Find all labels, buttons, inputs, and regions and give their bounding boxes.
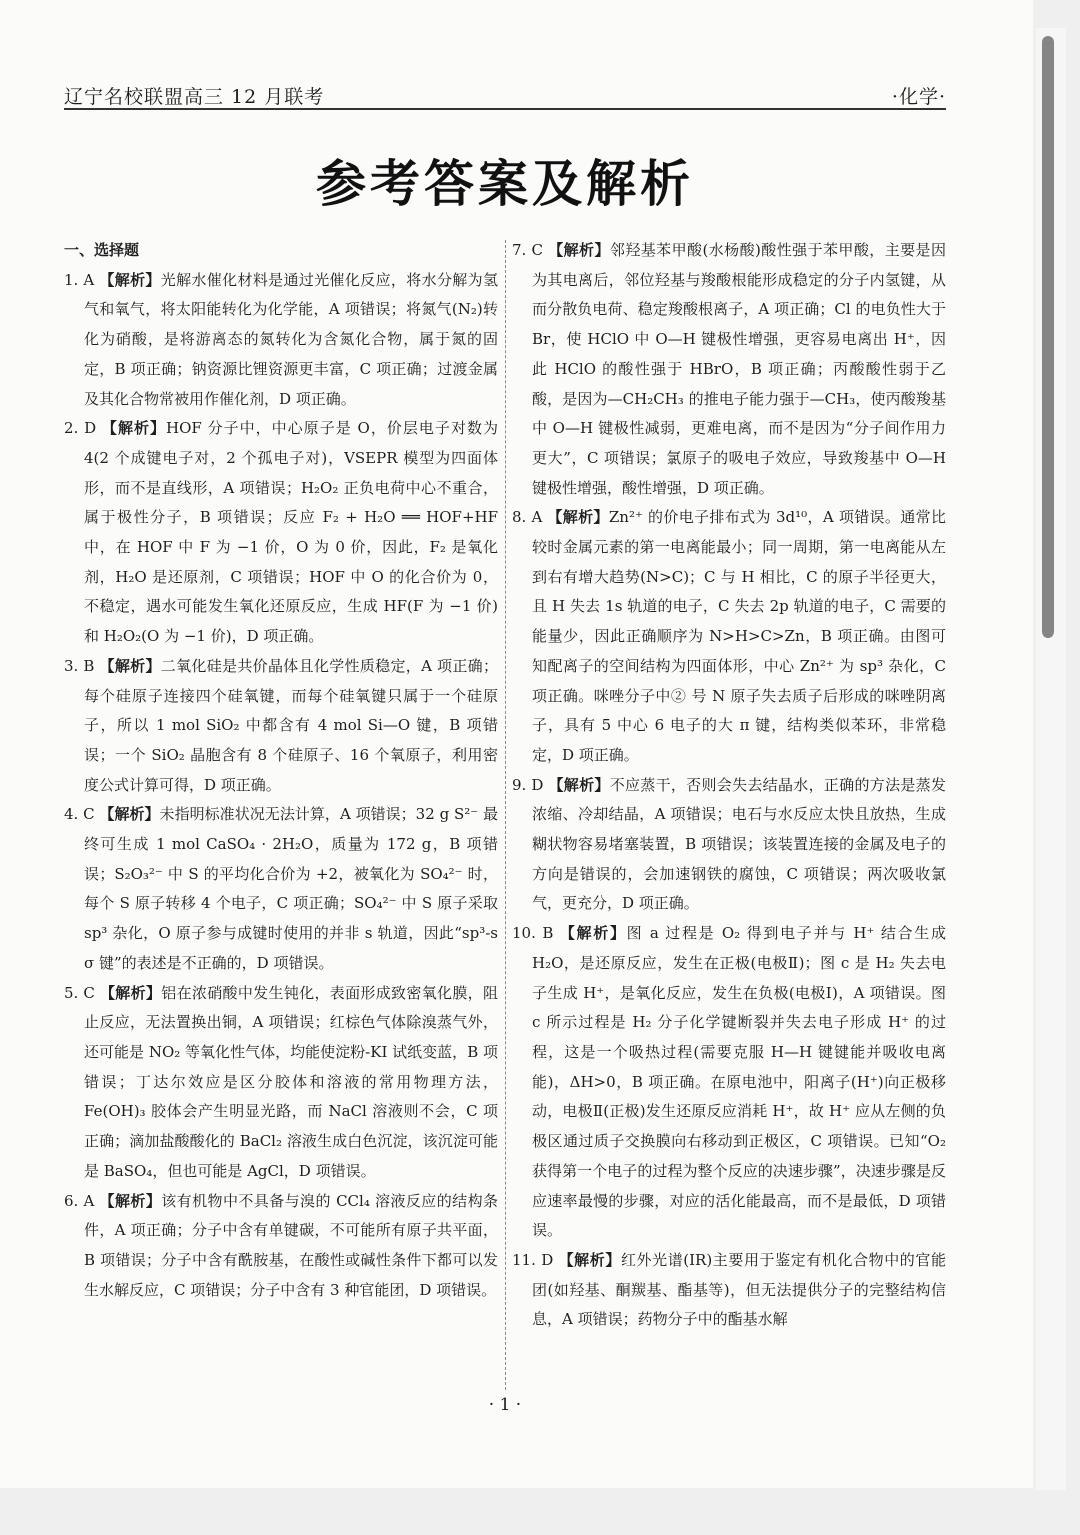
page-number: · 1 · xyxy=(488,1395,522,1415)
page-title: 参考答案及解析 xyxy=(316,155,694,213)
answer-item-4: 4. C 【解析】未指明标准状况无法计算，A 项错误；32 g S²⁻ 最终可生成 1 mol CaSO₄ · 2H₂O，质量为 172 g，B 项错误；S₂O₃²⁻ 中 S 的平均化合价为 +2，被氧化为 SO₄²⁻ 时，每个 S 原子转移 4 个电子，C 项正确；SO₄²⁻ 中 S 原子采取 sp³ 杂化，O 原子参与成键时使用的并非 s 轨道，因此“sp³-s σ 键”的表述是不正确的，D 项错误。 xyxy=(64,805,498,972)
section-heading: 一、选择题 xyxy=(64,241,140,259)
answer-item-6: 6. A 【解析】该有机物中不具备与溴的 CCl₄ 溶液反应的结构条件，A 项正确；分子中含有单键碳，不可能所有原子共平面，B 项错误；分子中含有酰胺基，在酸性或碱性条件下都可以发生水解反应，C 项错误；分子中含有 3 种官能团，D 项错误。 xyxy=(64,1191,498,1299)
answer-item-7: 7. C 【解析】邻羟基苯甲酸(水杨酸)酸性强于苯甲酸，主要是因为其电离后，邻位羟基与羧酸根能形成稳定的分子内氢键，从而分散负电荷、稳定羧酸根离子，A 项正确；Cl 的电负性大于 Br，使 HClO 中 O—H 键极性增强，更容易电离出 H⁺，因此 HClO 的酸性强于 HBrO，B 项正确；丙酸酸性弱于乙酸，是因为—CH₂CH₃ 的推电子能力强于—CH₃，使丙酸羧基中 O—H 键极性减弱，更难电离，而不是因为“分子间作用力更大”，C 项错误；氯原子的吸电子效应，导致羧基中 O—H 键极性增强，酸性增强，D 项正确。 xyxy=(512,241,946,497)
subject-label: ·化学· xyxy=(891,86,946,108)
answer-item-3: 3. B 【解析】二氧化硅是共价晶体且化学性质稳定，A 项正确；每个硅原子连接四个硅氧键，而每个硅氧键只属于一个硅原子，所以 1 mol SiO₂ 中都含有 4 mol Si—O 键，B 项错误；一个 SiO₂ 晶胞含有 8 个硅原子、16 个氧原子，利用密度公式计算可得，D 项正确。 xyxy=(64,656,498,794)
column-divider xyxy=(505,240,506,1390)
answer-item-11: 11. D 【解析】红外光谱(IR)主要用于鉴定有机化合物中的官能团(如羟基、酮羰基、酯基等)，但无法提供分子的完整结构信息，A 项错误；药物分子中的酯基水解 xyxy=(512,1250,946,1329)
answer-item-2: 2. D 【解析】HOF 分子中，中心原子是 O，价层电子对数为 4(2 个成键电子对，2 个孤电子对)，VSEPR 模型为四面体形，而不是直线形，A 项错误；H₂O₂ 正负电荷中心不重合，属于极性分子，B 项错误；反应 F₂ + H₂O ══ HOF+HF 中，在 HOF 中 F 为 −1 价，O 为 0 价，因此，F₂ 是氧化剂，H₂O 是还原剂，C 项错误；HOF 中 O 的化合价为 0，不稳定，遇水可能发生氧化还原反应，生成 HF(F 为 −1 价)和 H₂O₂(O 为 −1 价)，D 项正确。 xyxy=(64,419,498,646)
scrollbar-thumb[interactable] xyxy=(1042,36,1054,638)
answer-item-1: 1. A 【解析】光解水催化材料是通过光催化反应，将水分解为氢气和氧气，将太阳能转化为化学能，A 项错误；将氮气(N₂)转化为硝酸，是将游离态的氮转化为含氮化合物，属于氮的固定，B 项正确；钠资源比锂资源更丰富，C 项正确；过渡金属及其化合物常被用作催化剂，D 项正确。 xyxy=(64,270,498,408)
answer-item-10: 10. B 【解析】图 a 过程是 O₂ 得到电子并与 H⁺ 结合生成 H₂O，是还原反应，发生在正极(电极Ⅱ)；图 c 是 H₂ 失去电子生成 H⁺，是氧化反应，发生在负极(电极Ⅰ)，A 项错误。图 c 所示过程是 H₂ 分子化学键断裂并失去电子形成 H⁺ 的过程，这是一个吸热过程(需要克服 H—H 键键能并吸收电离能)，ΔH>0，B 项正确。在原电池中，阳离子(H⁺)向正极移动，电极Ⅱ(正极)发生还原反应消耗 H⁺，故 H⁺ 应从左侧的负极区通过质子交换膜向右移动到正极区，C 项错误。已知“O₂ 获得第一个电子的过程为整个反应的决速步骤”，决速步骤是反应速率最慢的步骤，对应的活化能最高，而不是最低，D 项错误。 xyxy=(512,924,946,1240)
answer-item-9: 9. D 【解析】不应蒸干，否则会失去结晶水，正确的方法是蒸发浓缩、冷却结晶，A 项错误；电石与水反应太快且放热，生成糊状物容易堵塞装置，B 项错误；该装置连接的金属及电子的方向是错误的，会加速钢铁的腐蚀，C 项错误；两次吸收氯气，更充分，D 项正确。 xyxy=(512,775,946,913)
right-column xyxy=(512,236,946,1335)
answer-item-8: 8. A 【解析】Zn²⁺ 的价电子排布式为 3d¹⁰，A 项错误。通常比较时金属元素的第一电离能最小；同一周期，第一电离能从左到右有增大趋势(N>C)；C 与 H 相比，C 的原子半径更大，且 H 失去 1s 轨道的电子，C 失去 2p 轨道的电子，C 需要的能量少，因此正确顺序为 N>H>C>Zn，B 项正确。由图可知配离子的空间结构为四面体形，中心 Zn²⁺ 为 sp³ 杂化，C 项正确。咪唑分子中② 号 N 原子失去质子后形成的咪唑阴离子，具有 5 中心 6 电子的大 π 键，结构类似苯环，非常稳定，D 项正确。 xyxy=(512,508,946,764)
answer-item-5: 5. C 【解析】铝在浓硝酸中发生钝化，表面形成致密氧化膜，阻止反应，无法置换出铜，A 项错误；红棕色气体除溴蒸气外，还可能是 NO₂ 等氧化性气体，均能使淀粉-KI 试纸变蓝，B 项错误；丁达尔效应是区分胶体和溶液的常用物理方法，Fe(OH)₃ 胶体会产生明显光路，而 NaCl 溶液则不会，C 项正确；滴加盐酸酸化的 BaCl₂ 溶液生成白色沉淀，该沉淀可能是 BaSO₄，但也可能是 AgCl，D 项错误。 xyxy=(64,983,498,1180)
exam-name: 辽宁名校联盟高三 12 月联考 xyxy=(64,86,325,108)
page-header xyxy=(64,80,946,110)
left-column xyxy=(64,236,498,1305)
